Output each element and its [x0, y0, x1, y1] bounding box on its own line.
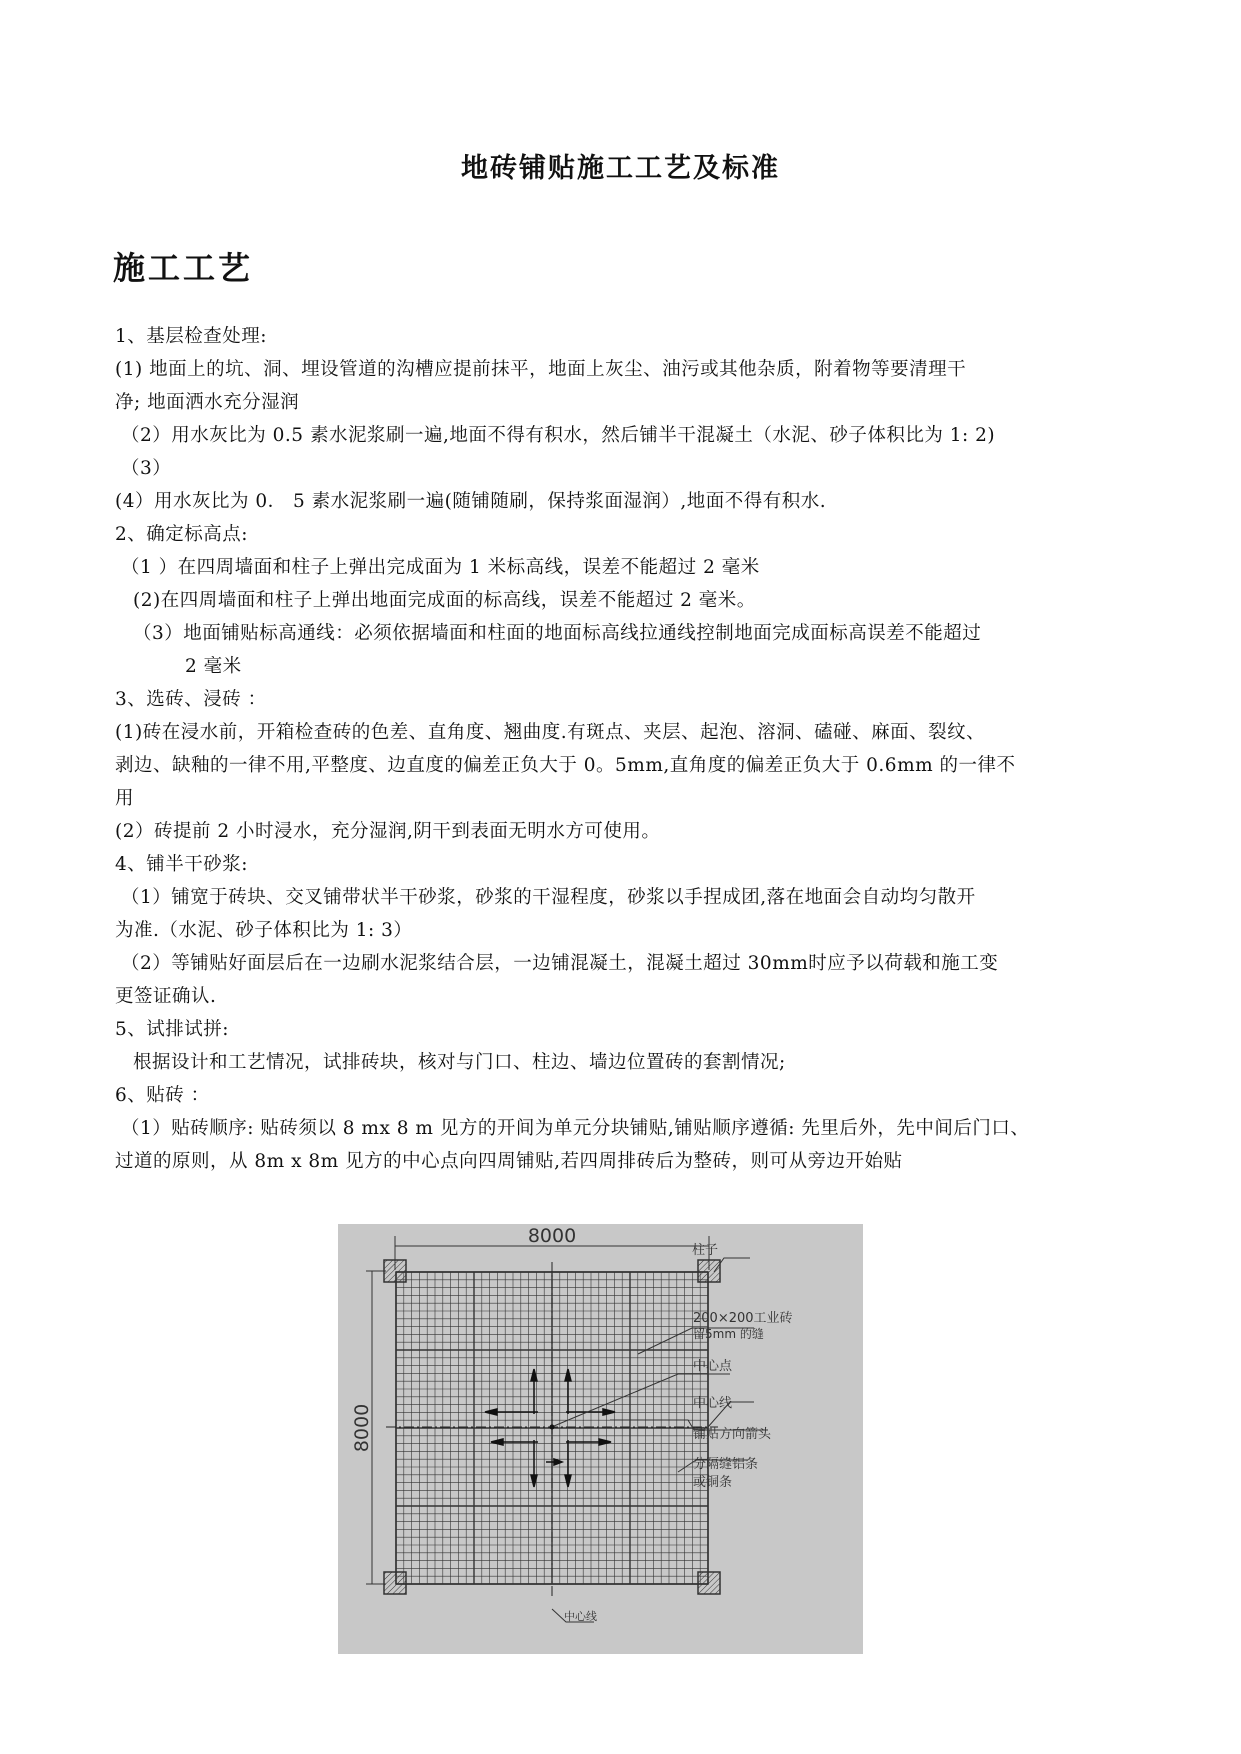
- text-line: 4、铺半干砂浆:: [115, 854, 249, 875]
- arrow-head: [485, 1409, 497, 1415]
- text-line: 5、试排试拼:: [115, 1019, 230, 1040]
- arrow-head: [565, 1475, 571, 1487]
- label-strip-line1: 分隔缝铝条: [693, 1457, 759, 1472]
- text-line: 用: [115, 788, 135, 809]
- arrow-head: [491, 1439, 503, 1445]
- text-line: 剥边、缺釉的一律不用,平整度、边直度的偏差正负大于 0。5mm,直角度的偏差正负大于 0.6mm 的一律不: [115, 755, 1016, 776]
- text-line: （3）: [121, 458, 172, 479]
- text-line: 2、确定标高点:: [115, 524, 249, 545]
- arrow-head: [531, 1475, 537, 1487]
- arrow-head: [531, 1369, 537, 1381]
- label-bottom-center-line: 中心线: [564, 1610, 597, 1623]
- dimension-left-label: 8000: [351, 1403, 373, 1453]
- column-marker-bl: [384, 1572, 406, 1594]
- document-title: 地砖铺贴施工工艺及标准: [461, 153, 780, 184]
- text-line: 净; 地面洒水充分湿润: [115, 392, 300, 413]
- text-line: 3、选砖、浸砖 ：: [115, 689, 267, 710]
- label-column: 柱子: [692, 1243, 719, 1258]
- column-marker-br: [698, 1572, 720, 1594]
- arrow-head: [599, 1439, 611, 1445]
- text-line: 过道的原则，从 8m x 8m 见方的中心点向四周铺贴,若四周排砖后为整砖，则可从旁边开始贴: [115, 1151, 903, 1172]
- text-line: （2）用水灰比为 0.5 素水泥浆刷一遍,地面不得有积水，然后铺半干混凝土（水泥、砂子体积比为 1: 2): [121, 425, 996, 446]
- center-point-dot: [550, 1425, 555, 1430]
- text-line: 为准.（水泥、砂子体积比为 1: 3）: [115, 920, 413, 941]
- text-line: 1、基层检查处理:: [115, 326, 268, 347]
- label-strip-line2: 或铜条: [693, 1475, 733, 1490]
- section-heading: 施工工艺: [113, 249, 254, 287]
- text-line: （1）铺宽于砖块、交叉铺带状半干砂浆，砂浆的干湿程度，砂浆以手捏成团,落在地面会自动均匀散开: [121, 887, 976, 908]
- text-line: （1 ）在四周墙面和柱子上弹出完成面为 1 米标高线，误差不能超过 2 毫米: [121, 557, 760, 578]
- text-line: 6、贴砖 ：: [115, 1085, 210, 1106]
- text-line: (4）用水灰比为 0． 5 素水泥浆刷一遍(随铺随刷，保持浆面湿润）,地面不得有积水.: [115, 491, 827, 512]
- text-line: （2）等铺贴好面层后在一边刷水泥浆结合层，一边铺混凝土，混凝土超过 30mm时应予以荷载和施工变: [121, 953, 999, 974]
- label-center-line: 中心线: [693, 1396, 733, 1411]
- text-line: (1)砖在浸水前，开箱检查砖的色差、直角度、翘曲度.有斑点、夹层、起泡、溶洞、磕碰、麻面、裂纹、: [115, 722, 986, 743]
- arrow-head: [565, 1369, 571, 1381]
- arrow-head: [554, 1459, 562, 1465]
- label-tile-line1: 200×200工业砖: [693, 1311, 793, 1326]
- text-line: （3）地面铺贴标高通线：必须依据墙面和柱面的地面标高线拉通线控制地面完成面标高误差不能超过: [133, 623, 982, 644]
- text-line: 2 毫米: [185, 656, 242, 677]
- text-line: (1) 地面上的坑、洞、埋设管道的沟槽应提前抹平，地面上灰尘、油污或其他杂质，附着物等要清理干: [115, 359, 967, 380]
- label-center-point: 中心点: [693, 1359, 733, 1374]
- body-text: [115, 320, 1115, 1178]
- text-line: 根据设计和工艺情况，试排砖块，核对与门口、柱边、墙边位置砖的套割情况;: [133, 1052, 786, 1073]
- text-line: 更签证确认.: [115, 986, 217, 1007]
- label-direction: 铺贴方向箭头: [693, 1427, 772, 1442]
- arrow-head: [603, 1409, 615, 1415]
- label-tile-line2: 留5mm 的缝: [693, 1327, 764, 1341]
- dimension-top-label: 8000: [527, 1225, 577, 1247]
- diagram-svg: [338, 1224, 863, 1654]
- tile-layout-diagram: [338, 1224, 863, 1654]
- text-line: （1）贴砖顺序: 贴砖须以 8 mx 8 m 见方的开间为单元分块铺贴,铺贴顺序遵循: 先里后外，先中间后门口、: [121, 1118, 1030, 1139]
- text-line: (2)在四周墙面和柱子上弹出地面完成面的标高线，误差不能超过 2 毫米。: [133, 590, 756, 611]
- text-line: (2）砖提前 2 小时浸水，充分湿润,阴干到表面无明水方可使用。: [115, 821, 661, 842]
